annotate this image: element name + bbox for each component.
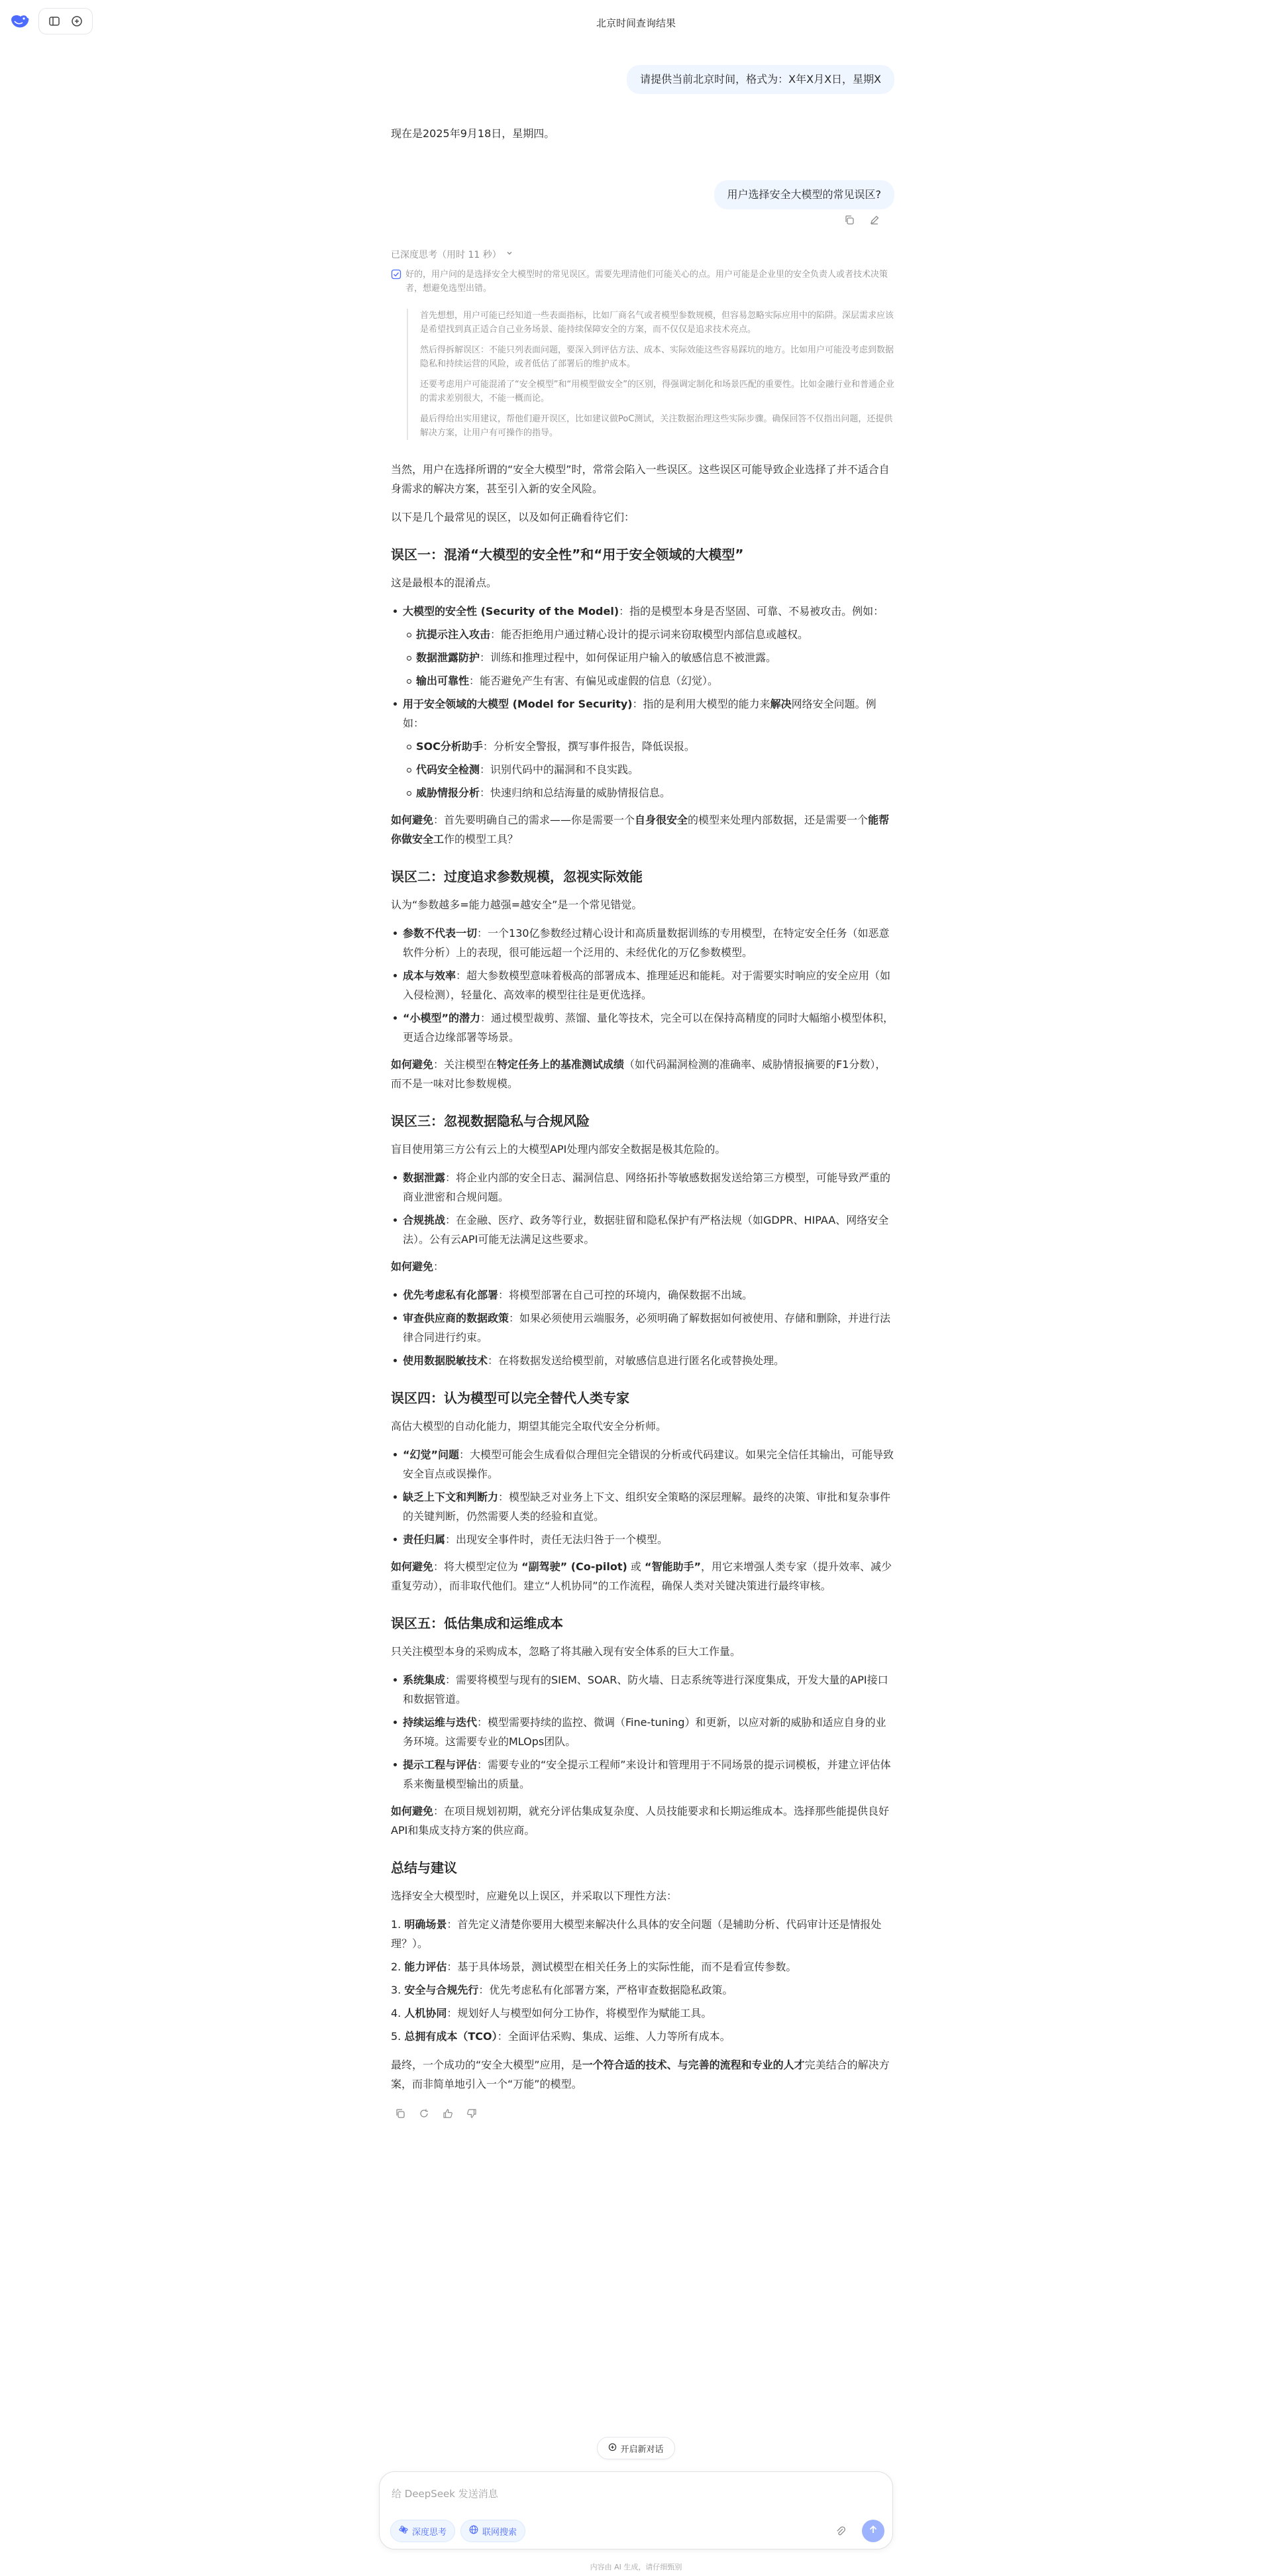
list-item: SOC分析助手：分析安全警报，撰写事件报告，降低误报。 [403, 737, 894, 756]
avoid-tip: 如何避免： [391, 1260, 445, 1273]
deep-think-label: 深度思考 [412, 2527, 447, 2538]
list-item: 4. 人机协同：规划好人与模型如何分工协作，将模型作为赋能工具。 [391, 2007, 712, 2019]
top-bar [0, 0, 1272, 42]
new-chat-button[interactable] [597, 2437, 675, 2459]
numbered-list [391, 1915, 894, 2046]
deep-think-toggle[interactable] [390, 2520, 455, 2542]
thinking-content [391, 268, 894, 447]
list-item: 大模型的安全性 (Security of the Model)：指的是模型本身是否坚固、可靠、不易被攻击。例如： 抗提示注入攻击：能否拒绝用户通过精心设计的提示词来窃取模型内部信息或越权。 数据泄露防护：训练和推理过程中，如何保证用户输入的敏感信息不被泄露。 输出可靠性：能否避免产生有害、有偏见或虚假的信息（幻觉）。 [391, 602, 894, 690]
section-lead: 选择安全大模型时，应避免以上误区，并采取以下理性方法： [391, 1890, 678, 1902]
user-message: 请提供当前北京时间，格式为：X年X月X日，星期X [627, 65, 894, 94]
list-item: 用于安全领域的大模型 (Model for Security)：指的是利用大模型的能力来解决网络安全问题。例如： SOC分析助手：分析安全警报，撰写事件报告，降低误报。 代码安全检测：识别代码中的漏洞和不良实践。 威胁情报分析：快速归纳和总结海量的威胁情报信息。 [391, 694, 894, 802]
section-heading: 误区五：低估集成和运维成本 [391, 1615, 563, 1631]
list-item: 抗提示注入攻击：能否拒绝用户通过精心设计的提示词来窃取模型内部信息或越权。 [403, 625, 894, 644]
copy-icon[interactable] [843, 213, 856, 227]
bullet-list [391, 924, 894, 1047]
bullet-list [391, 1670, 894, 1794]
section-lead: 盲目使用第三方公有云上的大模型API处理内部安全数据是极其危险的。 [391, 1143, 726, 1155]
list-item: 使用数据脱敏技术：在将数据发送给模型前，对敏感信息进行匿名化或替换处理。 [391, 1351, 894, 1370]
list-item: 合规挑战：在金融、医疗、政务等行业，数据驻留和隐私保护有严格法规（如GDPR、HIPAA、网络安全法）。公有云API可能无法满足这些要求。 [391, 1210, 894, 1249]
list-item: 数据泄露防护：训练和推理过程中，如何保证用户输入的敏感信息不被泄露。 [403, 648, 894, 667]
section-heading: 误区三：忽视数据隐私与合规风险 [391, 1113, 590, 1129]
thinking-paragraph: 还要考虑用户可能混淆了“安全模型”和“用模型做安全”的区别，得强调定制化和场景匹配的重要性。比如金融行业和普通企业的需求差别很大，不能一概而论。 [420, 380, 894, 403]
list-item: 成本与效率：超大参数模型意味着极高的部署成本、推理延迟和能耗。对于需要实时响应的安全应用（如入侵检测），轻量化、高效率的模型往往是更优选择。 [391, 966, 894, 1004]
list-item: 参数不代表一切：一个130亿参数经过精心设计和高质量数据训练的专用模型，在特定安全任务（如恶意软件分析）上的表现，很可能远超一个泛用的、未经优化的万亿参数模型。 [391, 924, 894, 962]
list-item: 代码安全检测：识别代码中的漏洞和不良实践。 [403, 760, 894, 779]
web-search-toggle[interactable] [460, 2520, 525, 2542]
thumbs-down-icon[interactable] [465, 2107, 478, 2120]
bullet-list [391, 602, 894, 802]
section-heading: 误区二：过度追求参数规模，忽视实际效能 [391, 869, 643, 885]
list-item: 缺乏上下文和判断力：模型缺乏对业务上下文、组织安全策略的深层理解。最终的决策、审批和复杂事件的关键判断，仍然需要人类的经验和直觉。 [391, 1487, 894, 1526]
bullet-list [391, 1168, 894, 1249]
assistant-message: 现在是2025年9月18日，星期四。 [391, 127, 555, 140]
section-heading: 误区一：混淆“大模型的安全性”和“用于安全领域的大模型” [391, 547, 744, 563]
assistant-answer [391, 460, 894, 2103]
list-item: 审查供应商的数据政策：如果必须使用云端服务，必须明确了解数据如何被使用、存储和删除，并进行法律合同进行约束。 [391, 1309, 894, 1347]
avoid-tip: 如何避免：首先要明确自己的需求——你是需要一个自身很安全的模型来处理内部数据，还是需要一个能帮你做安全工作的模型工具？ [391, 814, 890, 845]
list-item: 输出可靠性：能否避免产生有害、有偏见或虚假的信息（幻觉）。 [403, 671, 894, 690]
web-search-label: 联网搜索 [482, 2527, 517, 2538]
list-item: 系统集成：需要将模型与现有的SIEM、SOAR、防火墙、日志系统等进行深度集成，开发大量的API接口和数据管道。 [391, 1670, 894, 1709]
avoid-tip: 如何避免：将大模型定位为 “副驾驶” (Co-pilot) 或 “智能助手”，用它来增强人类专家（提升效率、减少重复劳动），而非取代他们。建立“人机协同”的工作流程，确保人类对关键决策进行最终审核。 [391, 1560, 892, 1592]
closing-paragraph: 最终，一个成功的“安全大模型”应用，是一个符合适的技术、与完善的流程和专业的人才完美结合的解决方案，而非简单地引入一个“万能”的模型。 [391, 2059, 890, 2090]
send-button[interactable] [862, 2520, 884, 2542]
regenerate-icon[interactable] [417, 2107, 431, 2120]
list-item: 威胁情报分析：快速归纳和总结海量的威胁情报信息。 [403, 783, 894, 802]
list-item: 持续运维与迭代：模型需要持续的监控、微调（Fine-tuning）和更新，以应对新的威胁和适应自身的业务环境。这需要专业的MLOps团队。 [391, 1713, 894, 1751]
list-item: 2. 能力评估：基于具体场景，测试模型在相关任务上的实际性能，而不是看宣传参数。 [391, 1960, 797, 1973]
thinking-paragraph: 首先想想，用户可能已经知道一些表面指标，比如厂商名气或者模型参数规模，但容易忽略实际应用中的陷阱。深层需求应该是希望找到真正适合自己业务场景、能持续保障安全的方案，而不仅仅是追求技术亮点。 [420, 311, 894, 335]
chat-title: 北京时间查询结果 [596, 17, 676, 29]
section-heading: 总结与建议 [391, 1860, 457, 1876]
list-item: 数据泄露：将企业内部的安全日志、漏洞信息、网络拓扑等敏感数据发送给第三方模型，可能导致严重的商业泄密和合规问题。 [391, 1168, 894, 1207]
section-lead: 高估大模型的自动化能力，期望其能完全取代安全分析师。 [391, 1420, 667, 1432]
paperclip-icon[interactable] [834, 2525, 847, 2538]
list-item: 3. 安全与合规先行：优先考虑私有化部署方案，严格审查数据隐私政策。 [391, 1984, 733, 1996]
avoid-tip: 如何避免：关注模型在特定任务上的基准测试成绩（如代码漏洞检测的准确率、威胁情报摘要的F1分数），而不是一味对比参数规模。 [391, 1058, 886, 1090]
section-lead: 这是最根本的混淆点。 [391, 576, 498, 589]
copy-icon[interactable] [394, 2107, 407, 2120]
user-message: 用户选择安全大模型的常见误区? [714, 180, 895, 209]
section-lead: 只关注模型本身的采购成本，忽略了将其融入现有安全体系的巨大工作量。 [391, 1645, 741, 1658]
list-item: “小模型”的潜力：通过模型裁剪、蒸馏、量化等技术，完全可以在保持高精度的同时大幅缩小模型体积，更适合边缘部署等场景。 [391, 1008, 894, 1047]
new-chat-icon [608, 2443, 617, 2454]
edit-icon[interactable] [868, 213, 881, 227]
bullet-list [391, 1285, 894, 1370]
list-item: “幻觉”问题：大模型可能会生成看似合理但完全错误的分析或代码建议。如果完全信任其输出，可能导致安全盲点或误操作。 [391, 1445, 894, 1483]
answer-actions [394, 2107, 478, 2120]
thinking-toggle[interactable] [391, 248, 513, 261]
thinking-paragraph: 最后得给出实用建议，帮他们避开误区，比如建议做PoC测试，关注数据治理这些实际步骤。确保回答不仅指出问题，还提供解决方案，让用户有可操作的指导。 [420, 414, 893, 438]
thinking-paragraph: 然后得拆解误区：不能只列表面问题，要深入到评估方法、成本、实际效能这些容易踩坑的地方。比如用户可能没考虑到数据隐私和持续运营的风险，或者低估了部署后的维护成本。 [420, 345, 894, 369]
thinking-label: 已深度思考（用时 11 秒） [391, 250, 502, 260]
list-item: 5. 总拥有成本（TCO）：全面评估采购、集成、运维、人力等所有成本。 [391, 2030, 731, 2043]
new-chat-label: 开启新对话 [620, 2444, 664, 2455]
bullet-list [391, 1445, 894, 1549]
user-message-actions [843, 213, 881, 227]
list-item: 1. 明确场景：首先定义清楚你要用大模型来解决什么具体的安全问题（是辅助分析、代码审计还是情报处理？）。 [391, 1918, 882, 1950]
thinking-icon [391, 269, 401, 302]
thumbs-up-icon[interactable] [441, 2107, 454, 2120]
answer-intro: 当然，用户在选择所谓的“安全大模型”时，常常会陷入一些误区。这些误区可能导致企业选择了并不适合自身需求的解决方案，甚至引入新的安全风险。 [391, 463, 890, 495]
message-composer [379, 2471, 893, 2549]
section-heading: 误区四：认为模型可以完全替代人类专家 [391, 1390, 629, 1406]
answer-intro: 以下是几个最常见的误区，以及如何正确看待它们： [391, 511, 635, 523]
message-input[interactable]: 给 DeepSeek 发送消息 [392, 2488, 498, 2500]
list-item: 责任归属：出现安全事件时，责任无法归咎于一个模型。 [391, 1530, 894, 1549]
list-item: 提示工程与评估：需要专业的“安全提示工程师”来设计和管理用于不同场景的提示词模板，并建立评估体系来衡量模型输出的质量。 [391, 1755, 894, 1794]
chevron-down-icon [505, 249, 513, 260]
deep-think-icon [399, 2525, 408, 2537]
arrow-up-icon [868, 2524, 878, 2538]
avoid-tip: 如何避免：在项目规划初期，就充分评估集成复杂度、人员技能要求和长期运维成本。选择那些能提供良好API和集成支持方案的供应商。 [391, 1805, 890, 1837]
footer-disclaimer: 内容由 AI 生成，请仔细甄别 [590, 2563, 682, 2571]
list-item: 优先考虑私有化部署：将模型部署在自己可控的环境内，确保数据不出域。 [391, 1285, 894, 1305]
globe-icon [469, 2525, 478, 2537]
section-lead: 认为“参数越多=能力越强=越安全”是一个常见错觉。 [391, 898, 643, 911]
thinking-paragraph: 好的，用户问的是选择安全大模型时的常见误区。需要先理清他们可能关心的点。用户可能是企业里的安全负责人或者技术决策者，想避免选型出错。 [405, 270, 888, 294]
